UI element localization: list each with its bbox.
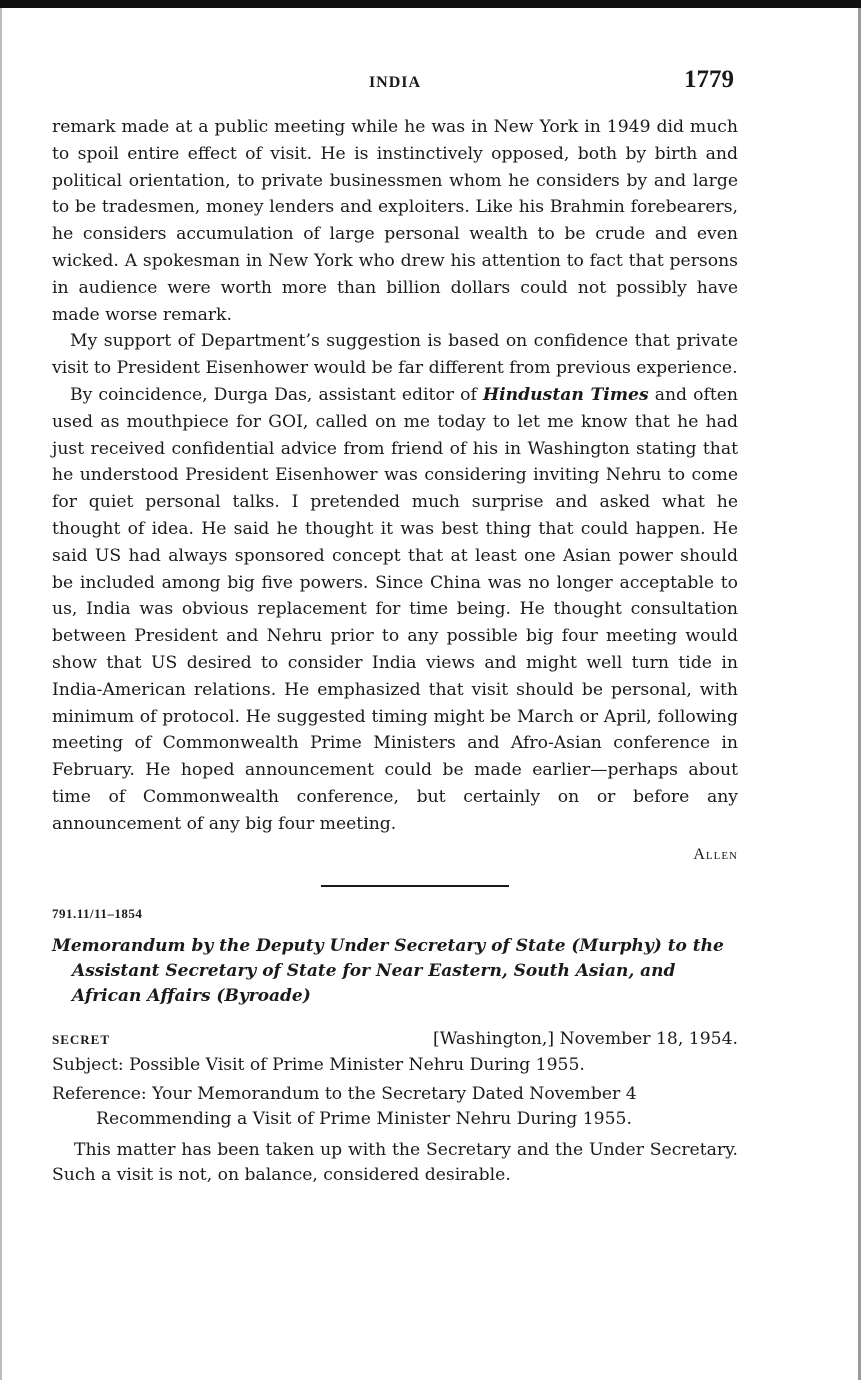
telegram-body	[52, 114, 738, 838]
document-page	[52, 66, 738, 1188]
signature	[52, 846, 738, 864]
paragraph-coincidence-rest: and often used as mouthpiece for GOI, called on me today to let me know that he had just received confidential advice from friend of his in Washington stating that he understood President Eisenhower was considering inviting Nehru to come for quiet personal talks. I pretended much surprise and asked what he thought of idea. He said he thought it was best thing that could happen. He said US had always sponsored concept that at least one Asian power should be included among big five powers. Since China was no longer acceptable to us, India was obvious replacement for time being. He thought consultation between President and Nehru prior to any possible big four meeting would show that US desired to consider India views and might well turn tide in India-American relations. He emphasized that visit should be personal, with minimum of protocol. He suggested timing might be March or April, following meeting of Commonwealth Prime Ministers and Afro-Asian conference in February. He hoped announcement could be made earlier—perhaps about time of Commonwealth conference, but certainly on or before any announcement of any big four meeting.	[52, 384, 738, 834]
paragraph-support: My support of Department’s suggestion is based on confidence that private visit to President Eisenhower would be far different from previous experience.	[52, 331, 738, 379]
paragraph-continued: remark made at a public meeting while he was in New York in 1949 did much to spoil entire effect of visit. He is instinctively opposed, both by birth and political orientation, to private businessmen whom he considers by and large to be tradesmen, money lenders and exploiters. Like his Brahmin forebearers, he considers accumulation of large personal wealth to be crude and even wicked. A spokesman in New York who drew his attention to fact that persons in audience were worth more than billion dollars could not possibly have made worse remark.	[52, 117, 738, 325]
subject-line: Subject: Possible Visit of Prime Minister Nehru During 1955.	[52, 1054, 585, 1075]
running-title: INDIA	[368, 74, 422, 91]
classification-label: SECRET	[52, 1031, 111, 1047]
memo-body: This matter has been taken up with the Secretary and the Under Secretary. Such a visit is not, on balance, considered desirable.	[52, 1139, 738, 1185]
left-page-edge	[0, 8, 2, 1380]
memo-title: Memorandum by the Deputy Under Secretary of State (Murphy) to the Assistant Secretary of State for Near Eastern, South Asian, and African Affairs (Byroade)	[52, 935, 724, 1006]
file-number: 791.11/11–1854	[52, 905, 143, 921]
dateline	[52, 1029, 738, 1049]
running-head	[52, 66, 738, 98]
signature-name: Allen	[693, 845, 738, 863]
reference-line: Reference: Your Memorandum to the Secretary Dated November 4 Recommending a Visit of Prime Minister Nehru During 1955.	[52, 1083, 637, 1129]
paragraph-coincidence-lead: By coincidence, Durga Das, assistant editor of	[70, 384, 483, 405]
paragraph-coincidence	[52, 382, 738, 838]
publication-name: Hindustan Times	[482, 384, 649, 405]
top-edge-rule	[0, 0, 861, 8]
place-date: [Washington,] November 18, 1954.	[433, 1028, 738, 1049]
page-number: 1779	[684, 66, 734, 93]
section-separator	[321, 885, 509, 887]
